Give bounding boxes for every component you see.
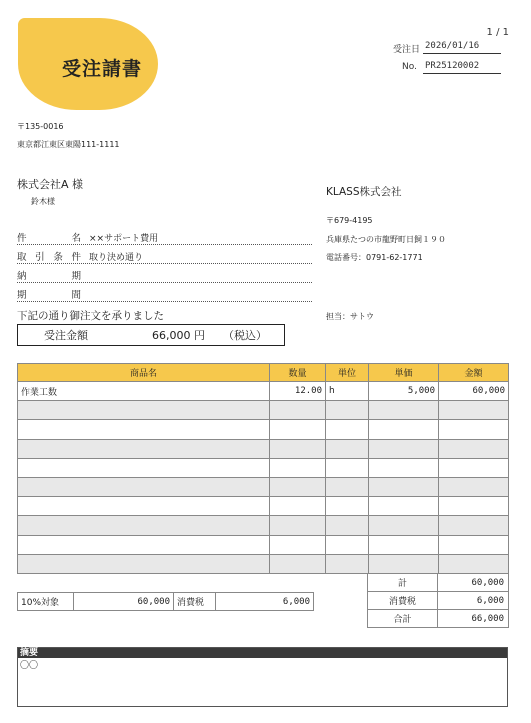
table-cell-empty [369, 497, 439, 516]
table-cell-empty [18, 497, 270, 516]
table-cell-empty [326, 401, 369, 420]
cell-price: 5,000 [369, 382, 439, 401]
subtotal-value: 60,000 [438, 574, 509, 592]
order-date-label: 受注日 [393, 45, 421, 55]
table-cell-empty [18, 458, 270, 477]
term-row-subject [17, 229, 312, 245]
table-cell-empty [439, 554, 509, 573]
table-cell-empty [439, 535, 509, 554]
tax-breakdown-tax-label: 消費税 [174, 593, 216, 611]
term-label: 納 期 [17, 271, 81, 282]
table-cell-empty [326, 497, 369, 516]
table-cell-empty [18, 439, 270, 458]
memo-label: 摘要 [18, 648, 507, 658]
table-row-empty [18, 535, 509, 554]
table-cell-empty [18, 535, 270, 554]
table-header-row [18, 364, 509, 382]
term-value: 取り決め通り [89, 253, 144, 263]
tax-target-value: 60,000 [74, 593, 174, 611]
table-row-empty [18, 516, 509, 535]
table-row [18, 382, 509, 401]
table-cell-empty [369, 516, 439, 535]
tax-breakdown-row [18, 593, 314, 611]
tax-breakdown-tax-value: 6,000 [216, 593, 314, 611]
memo-box [17, 647, 508, 707]
cell-amount: 60,000 [439, 382, 509, 401]
term-row-delivery [17, 267, 312, 283]
table-cell-empty [270, 420, 326, 439]
no-value: PR25120002 [423, 61, 501, 74]
table-row-empty [18, 420, 509, 439]
term-value: ××サポート費用 [89, 234, 159, 244]
tax-breakdown-table [17, 592, 314, 611]
grand-total-value: 66,000 [438, 610, 509, 628]
table-row-empty [18, 477, 509, 496]
table-row-empty [18, 439, 509, 458]
table-cell-empty [439, 458, 509, 477]
tax-value: 6,000 [438, 592, 509, 610]
table-cell-empty [439, 420, 509, 439]
table-row-empty [18, 458, 509, 477]
table-cell-empty [369, 554, 439, 573]
sum-row-total [368, 610, 509, 628]
table-cell-empty [18, 420, 270, 439]
cell-unit: h [326, 382, 369, 401]
term-label: 取 引 条 件 [17, 252, 81, 263]
term-row-period [17, 286, 312, 302]
header-price: 単価 [369, 364, 439, 382]
table-cell-empty [18, 401, 270, 420]
table-row-empty [18, 497, 509, 516]
term-label: 期 間 [17, 290, 81, 301]
table-cell-empty [369, 477, 439, 496]
tax-target-label: 10%対象 [18, 593, 74, 611]
table-cell-empty [439, 497, 509, 516]
table-cell-empty [326, 516, 369, 535]
table-cell-empty [439, 401, 509, 420]
sum-row-tax [368, 592, 509, 610]
table-cell-empty [326, 439, 369, 458]
supplier-phone: 電話番号：0791-62-1771 [326, 253, 423, 262]
total-tax-note: （税込） [223, 329, 267, 342]
customer-person: 鈴木様 [31, 197, 55, 206]
table-cell-empty [270, 497, 326, 516]
table-cell-empty [369, 439, 439, 458]
sums-table [367, 573, 509, 628]
grand-total-label: 合計 [368, 610, 438, 628]
table-cell-empty [326, 420, 369, 439]
header-qty: 数量 [270, 364, 326, 382]
table-cell-empty [18, 516, 270, 535]
table-cell-empty [18, 477, 270, 496]
page-number: 1 / 1 [486, 27, 509, 38]
tax-label: 消費税 [368, 592, 438, 610]
header-unit: 単位 [326, 364, 369, 382]
memo-text: 〇〇 [20, 661, 39, 671]
table-cell-empty [439, 516, 509, 535]
table-cell-empty [369, 420, 439, 439]
order-date-value: 2026/01/16 [423, 41, 501, 54]
table-cell-empty [369, 458, 439, 477]
total-amount: 66,000 円 [152, 329, 205, 342]
sum-row-subtotal [368, 574, 509, 592]
table-cell-empty [18, 554, 270, 573]
table-cell-empty [369, 535, 439, 554]
table-cell-empty [270, 458, 326, 477]
subtotal-label: 計 [368, 574, 438, 592]
header-amount: 金額 [439, 364, 509, 382]
customer-postal: 〒135-0016 [17, 122, 64, 131]
supplier-postal: 〒679-4195 [326, 216, 373, 225]
customer-company: 株式会社A 様 [17, 178, 84, 191]
table-row-empty [18, 401, 509, 420]
cell-name: 作業工数 [18, 382, 270, 401]
supplier-company: KLASS株式会社 [326, 186, 402, 198]
table-cell-empty [270, 439, 326, 458]
total-label: 受注金額 [44, 329, 88, 342]
table-cell-empty [369, 401, 439, 420]
table-cell-empty [270, 516, 326, 535]
table-cell-empty [270, 401, 326, 420]
document-title: 受注請書 [62, 58, 143, 80]
table-cell-empty [326, 477, 369, 496]
header-name: 商品名 [18, 364, 270, 382]
table-cell-empty [270, 477, 326, 496]
term-label: 件 名 [17, 233, 81, 244]
table-cell-empty [270, 554, 326, 573]
customer-address: 東京都江東区東陽111-1111 [17, 140, 120, 149]
table-cell-empty [326, 458, 369, 477]
total-amount-box [17, 324, 285, 346]
items-table [17, 363, 509, 574]
table-cell-empty [439, 439, 509, 458]
table-cell-empty [439, 477, 509, 496]
supplier-staff: 担当：サトウ [326, 312, 374, 321]
cell-qty: 12.00 [270, 382, 326, 401]
supplier-address: 兵庫県たつの市龍野町日飼１９０ [326, 235, 446, 244]
table-cell-empty [270, 535, 326, 554]
no-label: No. [402, 62, 417, 72]
table-cell-empty [326, 554, 369, 573]
table-row-empty [18, 554, 509, 573]
table-cell-empty [326, 535, 369, 554]
accept-text: 下記の通り御注文を承りました [17, 310, 164, 322]
term-row-conditions [17, 248, 312, 264]
